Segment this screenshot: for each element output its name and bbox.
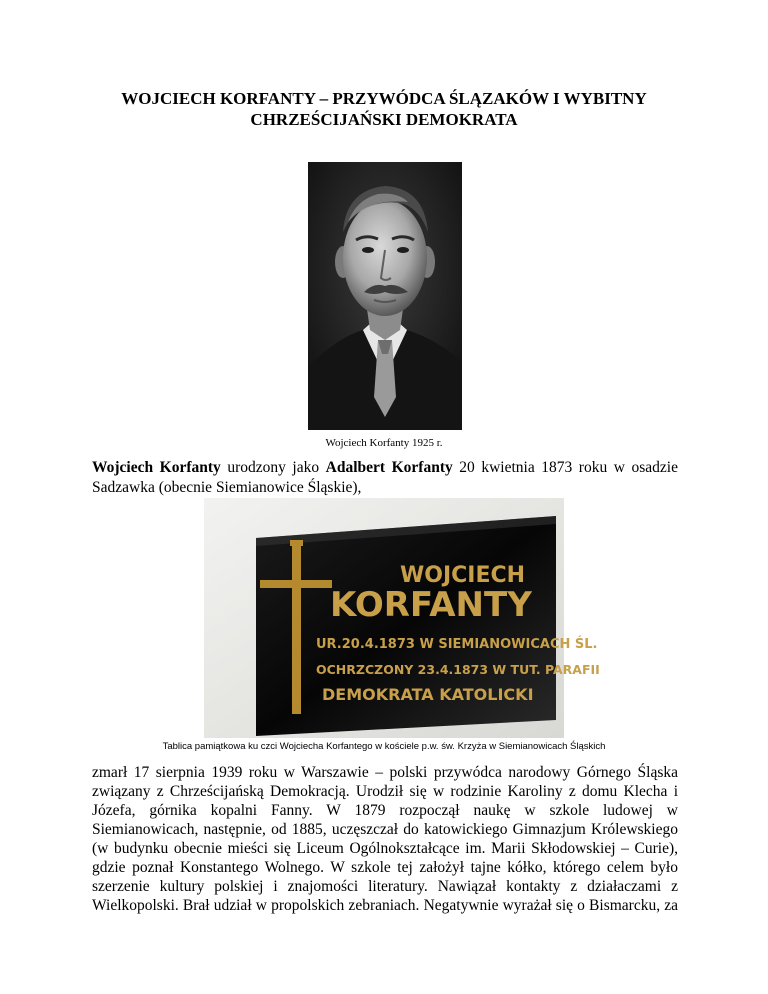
body-line: związany z Chrześcijańską Demokracją. Urodził się w rodzinie Karoliny z domu Klecha i	[92, 783, 678, 800]
body-line: Józefa, górnika kopalni Fanny. W 1879 rozpoczął naukę w szkole ludowej w	[92, 802, 678, 819]
plaque-photo	[204, 498, 600, 738]
body-line: gdzie poznał Konstantego Wolnego. W szkole tej założył tajne kółko, którego celem było	[92, 859, 678, 876]
name-wojciech: Wojciech Korfanty	[92, 459, 221, 476]
body-paragraph	[92, 763, 678, 915]
body-line: szerzenie kultury polskiej i znajomości literatury. Nawiązał kontakty z działaczami z	[92, 878, 678, 895]
intro-text-1: urodzony jako	[220, 459, 326, 476]
page-title: WOJCIECH KORFANTY – PRZYWÓDCA ŚLĄZAKÓW I WYBITNY CHRZEŚCIJAŃSKI DEMOKRATA	[121, 89, 647, 129]
plaque-caption: Tablica pamiątkowa ku czci Wojciecha Korfantego w kościele p.w. św. Krzyża w Siemianowicach Śląskich	[162, 741, 606, 752]
body-line: (w budynku obecnie mieści się Liceum Ogólnokształcące im. Marii Skłodowskiej – Curie),	[92, 840, 678, 857]
plaque-line-3: UR.20.4.1873 W SIEMIANOWICACH ŚL.	[316, 637, 598, 652]
portrait-photo	[308, 162, 462, 430]
portrait-image	[308, 162, 462, 430]
intro-text-2: 20 kwietnia 1873 roku w osadzie Sadzawka (obecnie Siemianowice Śląskie),	[92, 459, 678, 496]
body-line: Siemianowicach, następnie, od 1885, uczęszczał do katowickiego Gimnazjum Królewskiego	[92, 821, 678, 838]
plaque-line-2: KORFANTY	[330, 585, 532, 625]
plaque-line-1: WOJCIECH	[400, 563, 526, 588]
body-line: Wielkopolski. Brał udział w propolskich zebraniach. Negatywnie wyrażał się o Bismarcku, za	[92, 897, 678, 914]
body-line: zmarł 17 sierpnia 1939 roku w Warszawie – polski przywódca narodowy Górnego Śląska	[92, 764, 678, 781]
plaque-line-4: OCHRZCZONY 23.4.1873 W TUT. PARAFII	[316, 662, 600, 677]
intro-paragraph	[92, 458, 678, 498]
plaque-image	[204, 498, 600, 738]
portrait-caption: Wojciech Korfanty 1925 r.	[325, 437, 443, 449]
plaque-line-5: DEMOKRATA KATOLICKI	[322, 685, 534, 704]
name-adalbert: Adalbert Korfanty	[325, 459, 453, 476]
